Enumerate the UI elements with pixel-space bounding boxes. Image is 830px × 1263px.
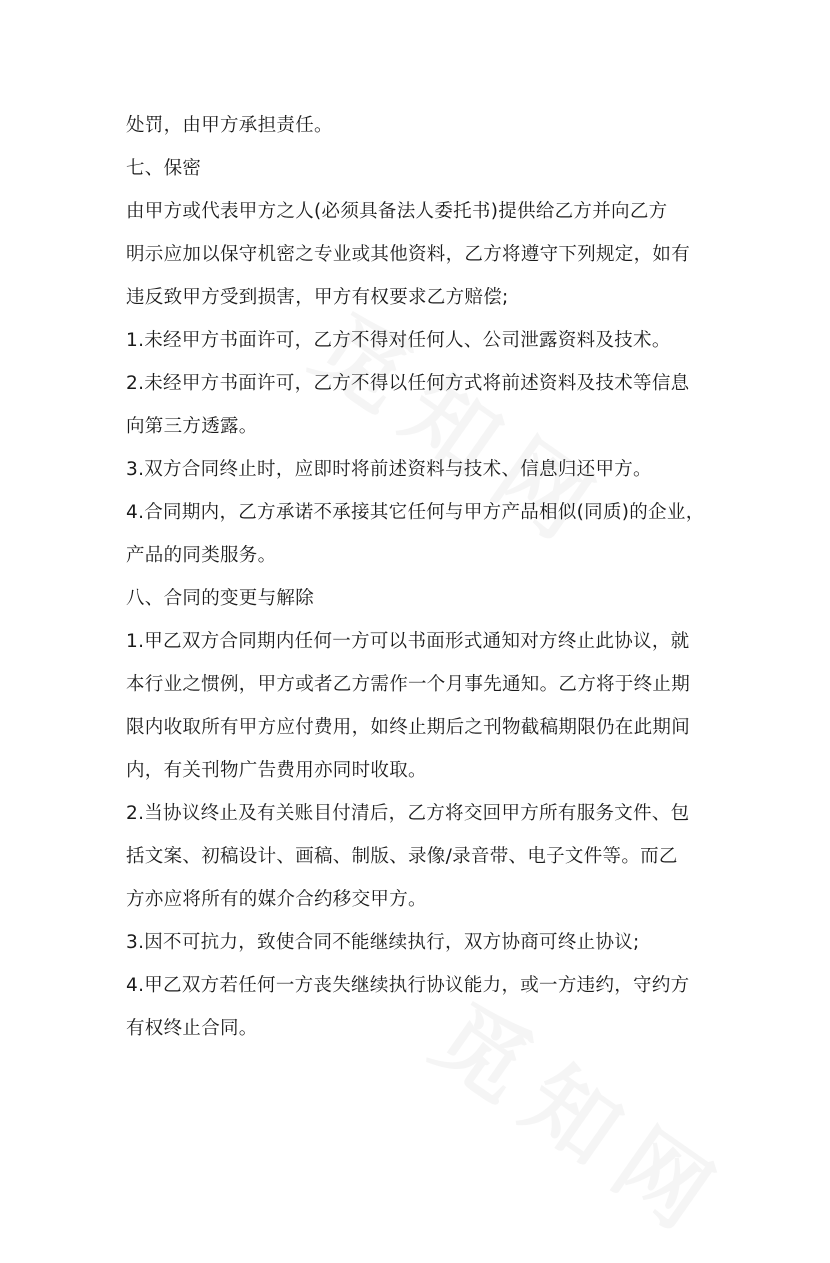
paragraph-line: 向第三方透露。 (126, 416, 258, 437)
paragraph-line: 明示应加以保守机密之专业或其他资料，乙方将遵守下列规定，如有 (126, 244, 691, 265)
paragraph-line: 处罚，由甲方承担责任。 (126, 115, 333, 136)
paragraph-line: 2.未经甲方书面许可，乙方不得以任何方式将前述资料及技术等信息 (126, 373, 690, 394)
paragraph-line: 有权终止合同。 (126, 1018, 258, 1039)
paragraph-line: 3.双方合同终止时，应即时将前述资料与技术、信息归还甲方。 (126, 459, 652, 480)
section-heading: 七、保密 (126, 158, 202, 179)
paragraph-line: 2.当协议终止及有关账目付清后，乙方将交回甲方所有服务文件、包 (126, 803, 690, 824)
paragraph-line: 违反致甲方受到损害，甲方有权要求乙方赔偿; (126, 287, 509, 308)
paragraph-line: 本行业之惯例，甲方或者乙方需作一个月事先通知。乙方将于终止期 (126, 674, 691, 695)
paragraph-line: 4.合同期内，乙方承诺不承接其它任何与甲方产品相似(同质)的企业， (126, 502, 705, 523)
paragraph-line: 4.甲乙双方若任何一方丧失继续执行协议能力，或一方违约，守约方 (126, 975, 690, 996)
paragraph-line: 括文案、初稿设计、画稿、制版、录像/录音带、电子文件等。而乙 (126, 846, 678, 867)
paragraph-line: 产品的同类服务。 (126, 545, 277, 566)
paragraph-line: 方亦应将所有的媒介合约移交甲方。 (126, 889, 427, 910)
paragraph-line: 3.因不可抗力，致使合同不能继续执行，双方协商可终止协议; (126, 932, 640, 953)
paragraph-line: 1.甲乙双方合同期内任何一方可以书面形式通知对方终止此协议，就 (126, 631, 690, 652)
paragraph-line: 内，有关刊物广告费用亦同时收取。 (126, 760, 427, 781)
document-body (126, 104, 716, 1050)
paragraph-line: 1.未经甲方书面许可，乙方不得对任何人、公司泄露资料及技术。 (126, 330, 671, 351)
section-heading: 八、合同的变更与解除 (126, 588, 315, 609)
paragraph-line: 限内收取所有甲方应付费用，如终止期后之刊物截稿期限仍在此期间 (126, 717, 691, 738)
paragraph-line: 由甲方或代表甲方之人(必须具备法人委托书)提供给乙方并向乙方 (126, 201, 668, 222)
